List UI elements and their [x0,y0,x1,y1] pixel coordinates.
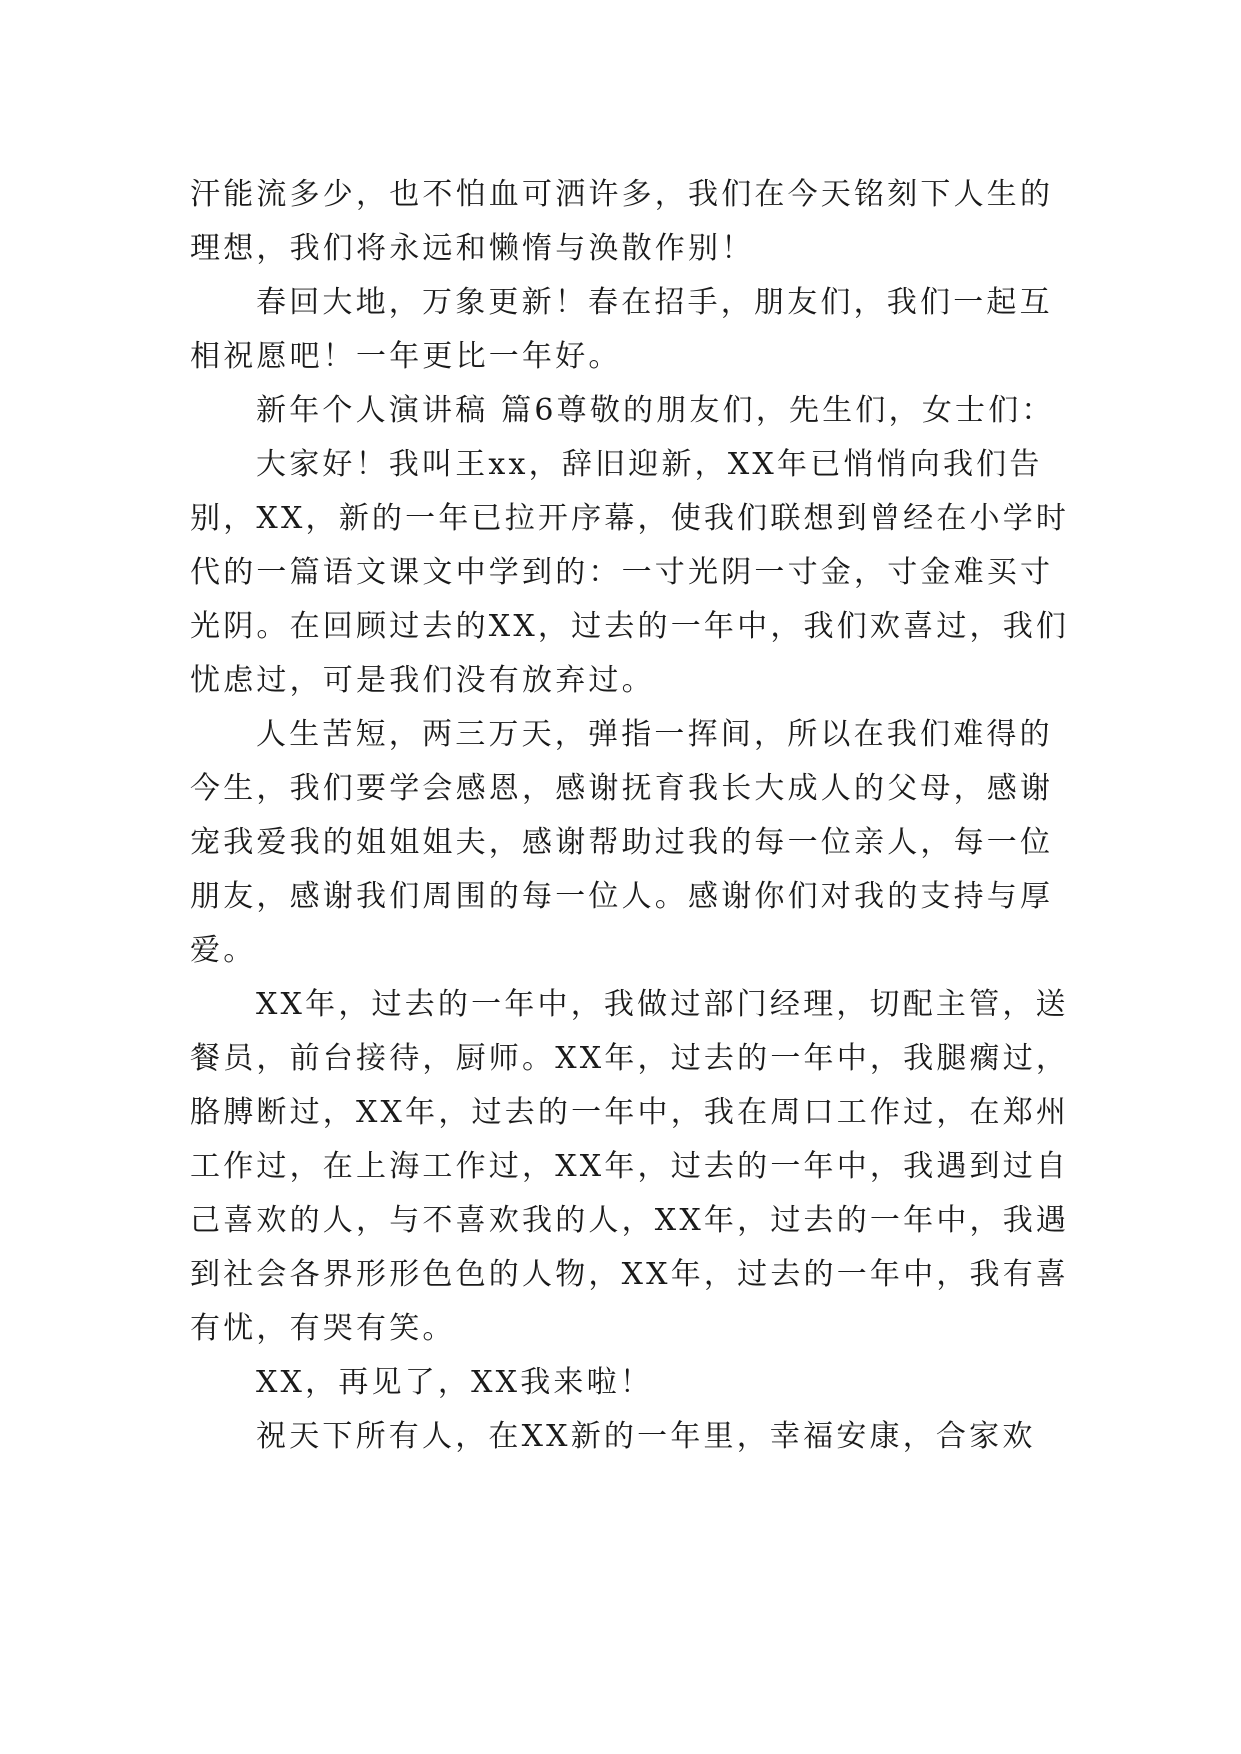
text-line: 爱。 [190,933,257,968]
text-line: 别，XX，新的一年已拉开序幕，使我们联想到曾经在小学时 [190,501,1070,536]
text-line: 到社会各界形形色色的人物，XX年，过去的一年中，我有喜 [190,1257,1070,1292]
text-line: 理想，我们将永远和懒惰与涣散作别！ [190,231,755,266]
text-line: 汗能流多少，也不怕血可洒许多，我们在今天铭刻下人生的 [190,177,1054,212]
text-line: 人生苦短，两三万天，弹指一挥间，所以在我们难得的 [256,717,1053,752]
text-line: 相祝愿吧！一年更比一年好。 [190,339,622,374]
text-line: 今生，我们要学会感恩，感谢抚育我长大成人的父母，感谢 [190,771,1054,806]
text-line: 宠我爱我的姐姐姐夫，感谢帮助过我的每一位亲人，每一位 [190,825,1054,860]
text-line: 祝天下所有人，在XX新的一年里，幸福安康，合家欢 [256,1419,1036,1454]
text-line: XX年，过去的一年中，我做过部门经理，切配主管，送 [256,987,1069,1022]
text-line: 工作过，在上海工作过，XX年，过去的一年中，我遇到过自 [190,1149,1070,1184]
text-line: 大家好！我叫王xx，辞旧迎新，XX年已悄悄向我们告 [256,447,1043,482]
text-line: 光阴。在回顾过去的XX，过去的一年中，我们欢喜过，我们 [190,609,1070,644]
text-line: 新年个人演讲稿 篇6尊敬的朋友们，先生们，女士们： [256,393,1055,428]
text-line: 春回大地，万象更新！春在招手，朋友们，我们一起互 [256,285,1053,320]
text-line: 己喜欢的人，与不喜欢我的人，XX年，过去的一年中，我遇 [190,1203,1070,1238]
text-line: XX，再见了，XX我来啦！ [256,1365,654,1400]
text-line: 餐员，前台接待，厨师。XX年，过去的一年中，我腿瘸过， [190,1041,1070,1076]
text-line: 胳膊断过，XX年，过去的一年中，我在周口工作过，在郑州 [190,1095,1070,1130]
text-line: 朋友，感谢我们周围的每一位人。感谢你们对我的支持与厚 [190,879,1054,914]
text-line: 代的一篇语文课文中学到的：一寸光阴一寸金，寸金难买寸 [190,555,1054,590]
text-line: 有忧，有哭有笑。 [190,1311,456,1346]
text-line: 忧虑过，可是我们没有放弃过。 [190,663,655,698]
